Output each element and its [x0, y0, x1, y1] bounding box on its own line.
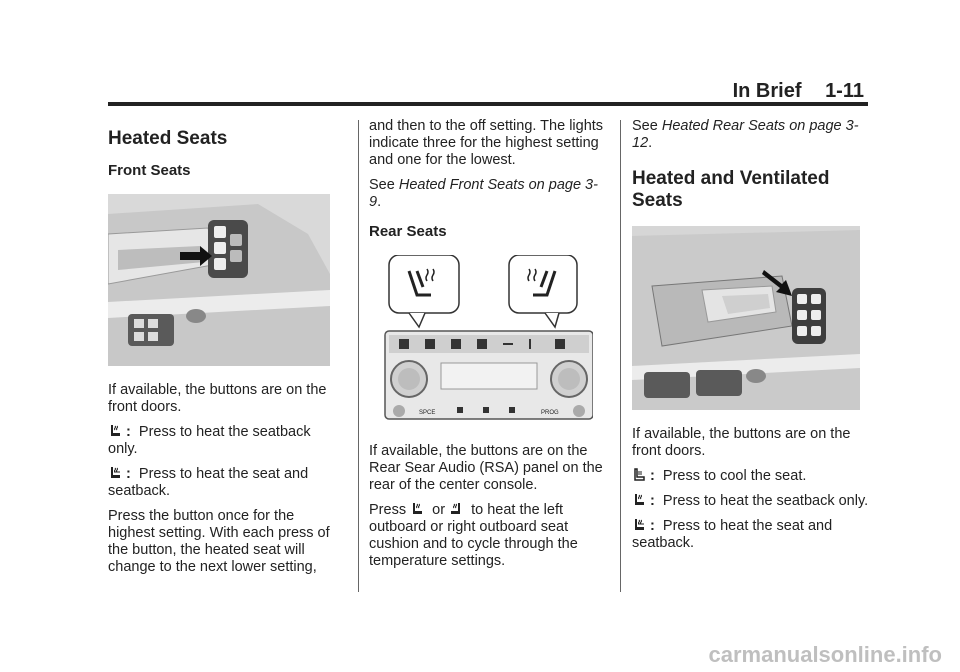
ventilated-seat-icon — [632, 468, 646, 482]
heated-seatback-icon — [108, 424, 122, 438]
panel-button-prog: PROG — [541, 410, 559, 416]
page-header — [715, 80, 864, 103]
header-section: In Brief — [732, 80, 802, 102]
paragraph: Press or to heat the left outboard or right outboard seat cushion and to cycle through the temperature settings. — [369, 502, 578, 569]
paragraph: If available, the buttons are on the front doors. — [632, 426, 851, 459]
list-item: : Press to cool the seat. — [632, 468, 870, 485]
section-title: Heated and Ventilated Seats — [632, 168, 830, 211]
item-text: Press to heat the seatback only. — [662, 493, 869, 509]
rsa-panel-illustration — [369, 255, 593, 427]
list-item: : Press to heat the seatback only. — [632, 493, 870, 510]
ventilated-seat-buttons-illustration — [632, 226, 860, 410]
front-door-buttons-illustration — [108, 194, 330, 366]
column-divider — [358, 120, 359, 592]
section-title: Heated Seats — [108, 128, 228, 149]
list-item: : Press to heat the seatback only. — [108, 424, 311, 457]
cross-reference-link[interactable]: Heated Rear Seats on page 3-12 — [632, 118, 859, 151]
panel-button-spce: SPCE — [419, 410, 436, 416]
item-text: Press to heat the seat and seatback. — [632, 518, 833, 551]
column-2 — [369, 118, 609, 578]
see-reference: See Heated Rear Seats on page 3-12. — [632, 118, 859, 151]
heated-seatback-icon — [632, 493, 646, 507]
subsection-title: Front Seats — [108, 162, 191, 179]
item-text: Press to cool the seat. — [662, 468, 807, 484]
list-item: : Press to heat the seat and seatback. — [108, 466, 309, 499]
column-1 — [108, 118, 340, 584]
paragraph: If available, the buttons are on the Rear Sear Audio (RSA) panel on the rear of the center console. — [369, 443, 603, 493]
list-item: : Press to heat the seat and seatback. — [632, 518, 833, 551]
column-3 — [632, 118, 870, 560]
header-page-number: 1-11 — [825, 80, 864, 102]
paragraph: and then to the off setting. The lights indicate three for the highest setting and one for the lowest. — [369, 118, 604, 168]
item-text: Press to heat the seat and seatback. — [108, 466, 309, 499]
left-heated-seat-icon — [410, 502, 424, 516]
watermark: carmanualsonline.info — [708, 642, 942, 667]
heated-seat-and-seatback-icon — [108, 466, 122, 480]
paragraph: If available, the buttons are on the front doors. — [108, 382, 327, 415]
heated-seat-and-seatback-icon — [632, 518, 646, 532]
item-text: Press to heat the seatback only. — [108, 424, 311, 457]
subsection-title: Rear Seats — [369, 223, 447, 240]
see-reference: See Heated Front Seats on page 3-9. — [369, 177, 598, 210]
header-rule — [108, 102, 868, 106]
paragraph: Press the button once for the highest setting. With each press of the button, the heated seat will change to the next lower setting, — [108, 508, 330, 575]
column-divider — [620, 120, 621, 592]
cross-reference-link[interactable]: Heated Front Seats on page 3-9 — [369, 177, 598, 210]
right-heated-seat-icon — [449, 502, 463, 516]
